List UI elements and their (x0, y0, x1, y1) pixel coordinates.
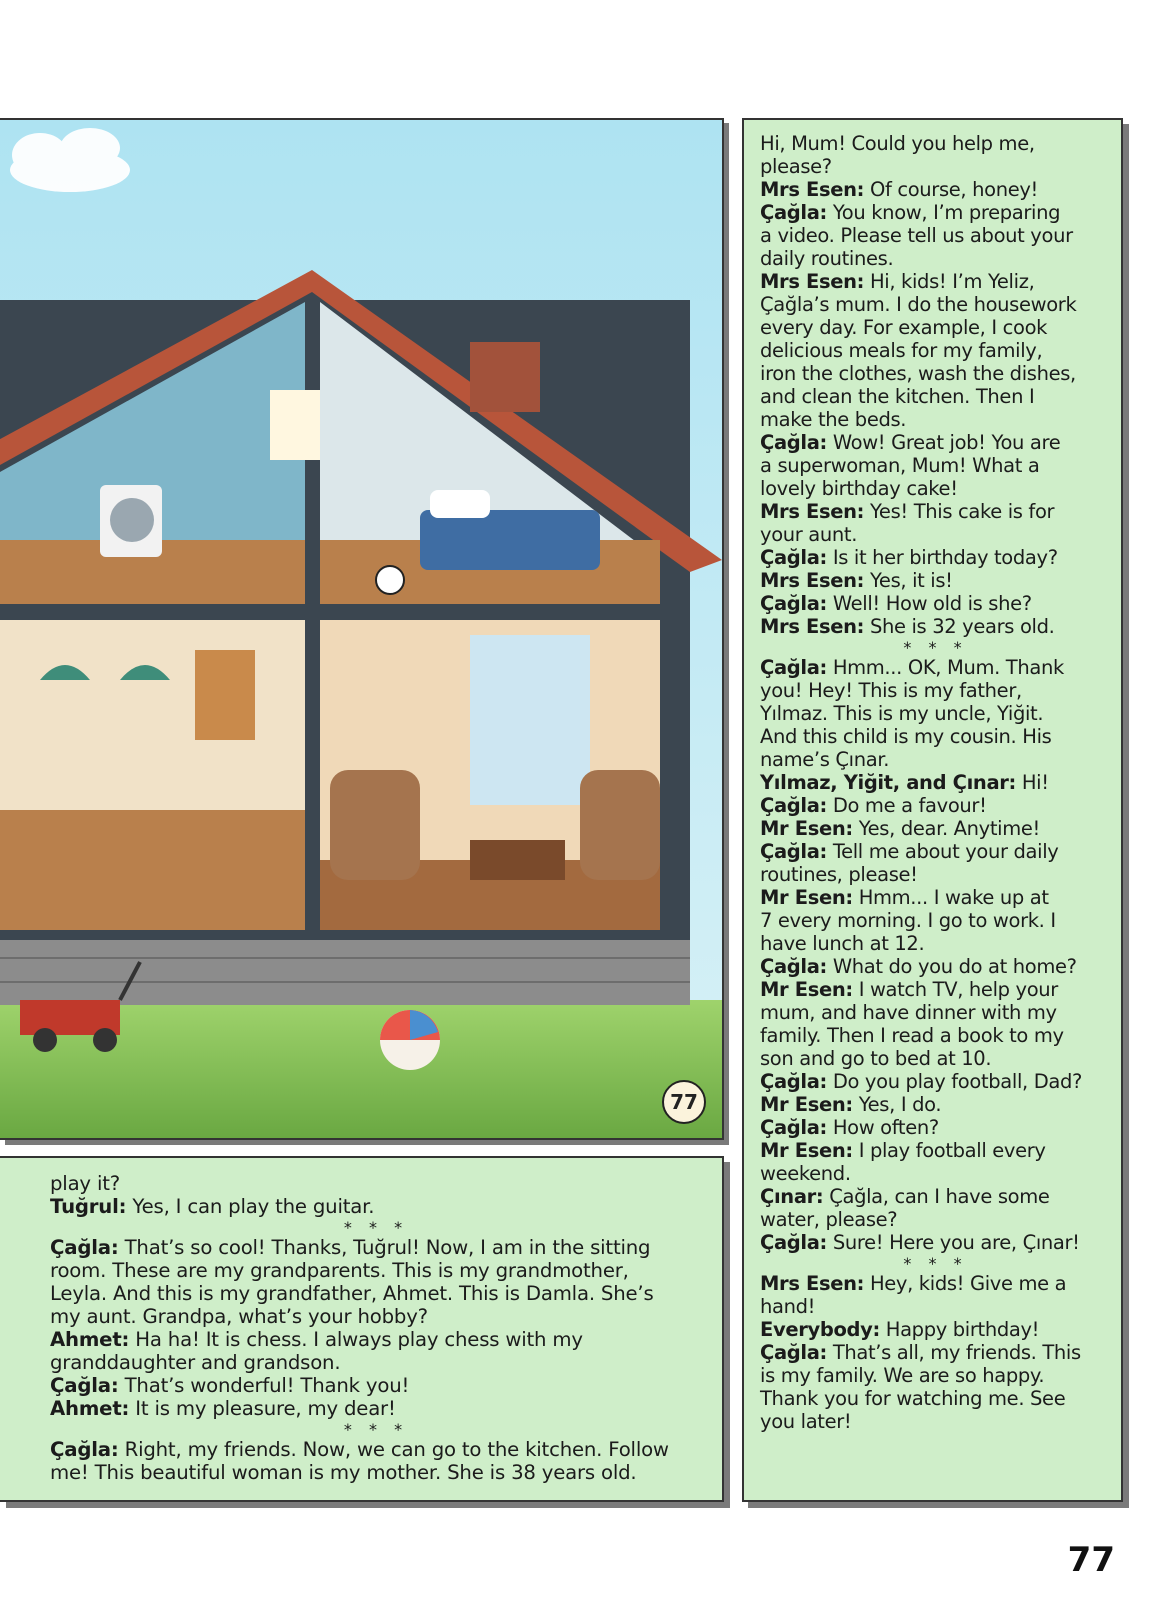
dialogue-line (760, 569, 1111, 592)
speaker-name: Mr Esen: (760, 817, 853, 840)
dialogue-line (760, 909, 1111, 932)
speaker-name: Çağla: (760, 955, 827, 978)
dialogue-line (760, 1231, 1111, 1254)
dialogue-text: Çağla’s mum. I do the housework (760, 293, 1077, 316)
dialogue-text: you later! (760, 1410, 852, 1433)
speaker-name: Çağla: (760, 546, 827, 569)
dialogue-text: Leyla. And this is my grandfather, Ahmet. This is Damla. She’s (50, 1282, 654, 1305)
dialogue-line (760, 592, 1111, 615)
speaker-name: Çağla: (50, 1236, 119, 1259)
dialogue-text: Yılmaz. This is my uncle, Yiğit. (760, 702, 1044, 725)
speaker-name: Çağla: (760, 431, 827, 454)
dialogue-line (760, 132, 1111, 155)
dialogue-text: Of course, honey! (864, 178, 1039, 201)
dialogue-line (760, 886, 1111, 909)
dialogue-line (50, 1461, 702, 1484)
dialogue-text: And this child is my cousin. His (760, 725, 1052, 748)
dialogue-line (760, 1410, 1111, 1433)
dialogue-line (760, 615, 1111, 638)
dialogue-text: every day. For example, I cook (760, 316, 1048, 339)
speaker-name: Everybody: (760, 1318, 880, 1341)
dialogue-text: Hmm... OK, Mum. Thank (826, 656, 1064, 679)
dialogue-text: hand! (760, 1295, 816, 1318)
dialogue-text: 7 every morning. I go to work. I (760, 909, 1056, 932)
dialogue-line (760, 1070, 1111, 1093)
dialogue-line (760, 1318, 1111, 1341)
dialogue-line (760, 1139, 1111, 1162)
dialogue-panel-left (0, 1156, 724, 1502)
dialogue-line (760, 431, 1111, 454)
dialogue-text: Happy birthday! (879, 1318, 1040, 1341)
dialogue-line (760, 1001, 1111, 1024)
speaker-name: Çağla: (760, 1341, 827, 1364)
speaker-name: Çağla: (760, 592, 827, 615)
dialogue-line (50, 1328, 702, 1351)
dialogue-text: Do me a favour! (826, 794, 987, 817)
speaker-name: Mrs Esen: (760, 270, 865, 293)
speaker-name: Çağla: (760, 1231, 827, 1254)
dialogue-text: routines, please! (760, 863, 918, 886)
dialogue-text: Çağla, can I have some (823, 1185, 1050, 1208)
dialogue-line (760, 748, 1111, 771)
dialogue-line (760, 679, 1111, 702)
dialogue-line (760, 1387, 1111, 1410)
dialogue-line (50, 1438, 702, 1461)
dialogue-text: water, please? (760, 1208, 898, 1231)
dialogue-line (760, 1208, 1111, 1231)
dialogue-line (760, 316, 1111, 339)
dialogue-line (50, 1351, 702, 1374)
dialogue-text: Hi, kids! I’m Yeliz, (864, 270, 1035, 293)
dialogue-line (760, 1116, 1111, 1139)
dialogue-line (760, 408, 1111, 431)
speaker-name: Çınar: (760, 1185, 824, 1208)
dialogue-line (760, 1162, 1111, 1185)
dialogue-line (50, 1236, 702, 1259)
dialogue-line (760, 224, 1111, 247)
dialogue-line (760, 1047, 1111, 1070)
speaker-name: Çağla: (760, 1116, 827, 1139)
speaker-name: Mr Esen: (760, 1139, 853, 1162)
dialogue-text: Ha ha! It is chess. I always play chess with my (129, 1328, 583, 1351)
dialogue-line (760, 500, 1111, 523)
dialogue-text: How often? (826, 1116, 939, 1139)
dialogue-text: is my family. We are so happy. (760, 1364, 1045, 1387)
dialogue-line (760, 771, 1111, 794)
dialogue-text: weekend. (760, 1162, 851, 1185)
dialogue-line (760, 702, 1111, 725)
speaker-name: Mr Esen: (760, 886, 853, 909)
dialogue-text: play it? (50, 1172, 120, 1195)
dialogue-line (760, 1341, 1111, 1364)
speaker-name: Tuğrul: (50, 1195, 127, 1218)
dialogue-line (50, 1259, 702, 1282)
dialogue-line (760, 656, 1111, 679)
dialogue-text: Yes! This cake is for (864, 500, 1055, 523)
dialogue-text: Hi, Mum! Could you help me, (760, 132, 1035, 155)
dialogue-text: Hmm... I wake up at (852, 886, 1049, 909)
section-separator: * * * (903, 638, 968, 657)
dialogue-text: Yes, I do. (852, 1093, 942, 1116)
dialogue-text: Yes, I can play the guitar. (126, 1195, 375, 1218)
dialogue-line (760, 362, 1111, 385)
dialogue-text: Tell me about your daily (826, 840, 1059, 863)
dialogue-text: That’s all, my friends. This (826, 1341, 1081, 1364)
dialogue-line (760, 270, 1111, 293)
dialogue-text: have lunch at 12. (760, 932, 925, 955)
dialogue-text: That’s wonderful! Thank you! (118, 1374, 410, 1397)
dialogue-line (760, 840, 1111, 863)
dialogue-line (760, 155, 1111, 178)
page-number: 77 (1067, 1540, 1115, 1580)
dialogue-line (760, 794, 1111, 817)
dialogue-line (760, 932, 1111, 955)
house-illustration (0, 118, 724, 1140)
speaker-name: Ahmet: (50, 1328, 130, 1351)
dialogue-line (760, 523, 1111, 546)
speaker-name: Çağla: (760, 794, 827, 817)
speaker-name: Çağla: (50, 1374, 119, 1397)
dialogue-line (760, 1364, 1111, 1387)
dialogue-text: Yes, dear. Anytime! (852, 817, 1040, 840)
dialogue-text: a superwoman, Mum! What a (760, 454, 1040, 477)
speaker-name: Mr Esen: (760, 1093, 853, 1116)
speaker-name: Ahmet: (50, 1397, 130, 1420)
dialogue-text: Well! How old is she? (826, 592, 1032, 615)
dialogue-line (760, 978, 1111, 1001)
speaker-name: Çağla: (760, 201, 827, 224)
dialogue-text: your aunt. (760, 523, 858, 546)
dialogue-text: and clean the kitchen. Then I (760, 385, 1035, 408)
dialogue-text: Sure! Here you are, Çınar! (826, 1231, 1080, 1254)
dialogue-text: What do you do at home? (826, 955, 1077, 978)
dialogue-text: Thank you for watching me. See (760, 1387, 1066, 1410)
image-page-badge: 77 (662, 1080, 706, 1124)
section-separator: * * * (343, 1420, 409, 1439)
speaker-name: Mr Esen: (760, 978, 853, 1001)
speaker-name: Mrs Esen: (760, 1272, 865, 1295)
dialogue-text: me! This beautiful woman is my mother. She is 38 years old. (50, 1461, 637, 1484)
dialogue-text: mum, and have dinner with my (760, 1001, 1057, 1024)
dialogue-line (760, 817, 1111, 840)
dialogue-panel-right (742, 118, 1123, 1502)
speaker-name: Çağla: (760, 840, 827, 863)
dialogue-text: lovely birthday cake! (760, 477, 958, 500)
dialogue-line (760, 385, 1111, 408)
dialogue-text: delicious meals for my family, (760, 339, 1043, 362)
dialogue-line (50, 1397, 702, 1420)
dialogue-text: Hey, kids! Give me a (864, 1272, 1067, 1295)
dialogue-line (50, 1172, 702, 1195)
dialogue-line (50, 1195, 702, 1218)
dialogue-line (760, 1295, 1111, 1318)
dialogue-line (760, 1024, 1111, 1047)
speaker-name: Çağla: (760, 656, 827, 679)
dialogue-text: family. Then I read a book to my (760, 1024, 1064, 1047)
dialogue-line (50, 1374, 702, 1397)
dialogue-line (760, 247, 1111, 270)
speaker-name: Çağla: (50, 1438, 119, 1461)
dialogue-text: That’s so cool! Thanks, Tuğrul! Now, I am in the sitting (118, 1236, 651, 1259)
dialogue-line (760, 201, 1111, 224)
dialogue-text: Hi! (1015, 771, 1049, 794)
dialogue-text: Is it her birthday today? (826, 546, 1058, 569)
dialogue-line (760, 1185, 1111, 1208)
dialogue-text: a video. Please tell us about your (760, 224, 1073, 247)
dialogue-text: granddaughter and grandson. (50, 1351, 341, 1374)
dialogue-text: You know, I’m preparing (826, 201, 1061, 224)
dialogue-line (760, 546, 1111, 569)
dialogue-text: She is 32 years old. (864, 615, 1055, 638)
speaker-name: Çağla: (760, 1070, 827, 1093)
dialogue-text: make the beds. (760, 408, 907, 431)
speaker-name: Mrs Esen: (760, 569, 865, 592)
speaker-name: Yılmaz, Yiğit, and Çınar: (760, 771, 1016, 794)
dialogue-text: iron the clothes, wash the dishes, (760, 362, 1076, 385)
dialogue-line (760, 339, 1111, 362)
section-separator: * * * (343, 1218, 409, 1237)
dialogue-text: son and go to bed at 10. (760, 1047, 992, 1070)
dialogue-line (760, 1272, 1111, 1295)
speaker-name: Mrs Esen: (760, 178, 865, 201)
dialogue-text: Do you play football, Dad? (826, 1070, 1083, 1093)
dialogue-text: please? (760, 155, 832, 178)
dialogue-line (50, 1305, 702, 1328)
dialogue-line (760, 863, 1111, 886)
dialogue-line (760, 178, 1111, 201)
dialogue-line (760, 477, 1111, 500)
section-separator: * * * (903, 1254, 968, 1273)
dialogue-text: Right, my friends. Now, we can go to the kitchen. Follow (118, 1438, 669, 1461)
dialogue-text: my aunt. Grandpa, what’s your hobby? (50, 1305, 428, 1328)
dialogue-text: I play football every (852, 1139, 1046, 1162)
dialogue-line (760, 454, 1111, 477)
dialogue-line (760, 293, 1111, 316)
dialogue-text: room. These are my grandparents. This is my grandmother, (50, 1259, 629, 1282)
dialogue-text: Yes, it is! (864, 569, 953, 592)
dialogue-line (760, 725, 1111, 748)
dialogue-line (760, 1093, 1111, 1116)
speaker-name: Mrs Esen: (760, 615, 865, 638)
dialogue-line (50, 1282, 702, 1305)
dialogue-line (760, 955, 1111, 978)
dialogue-text: name’s Çınar. (760, 748, 890, 771)
dialogue-text: you! Hey! This is my father, (760, 679, 1022, 702)
dialogue-text: It is my pleasure, my dear! (129, 1397, 396, 1420)
speaker-name: Mrs Esen: (760, 500, 865, 523)
dialogue-text: Wow! Great job! You are (826, 431, 1061, 454)
dialogue-text: I watch TV, help your (852, 978, 1058, 1001)
dialogue-text: daily routines. (760, 247, 894, 270)
